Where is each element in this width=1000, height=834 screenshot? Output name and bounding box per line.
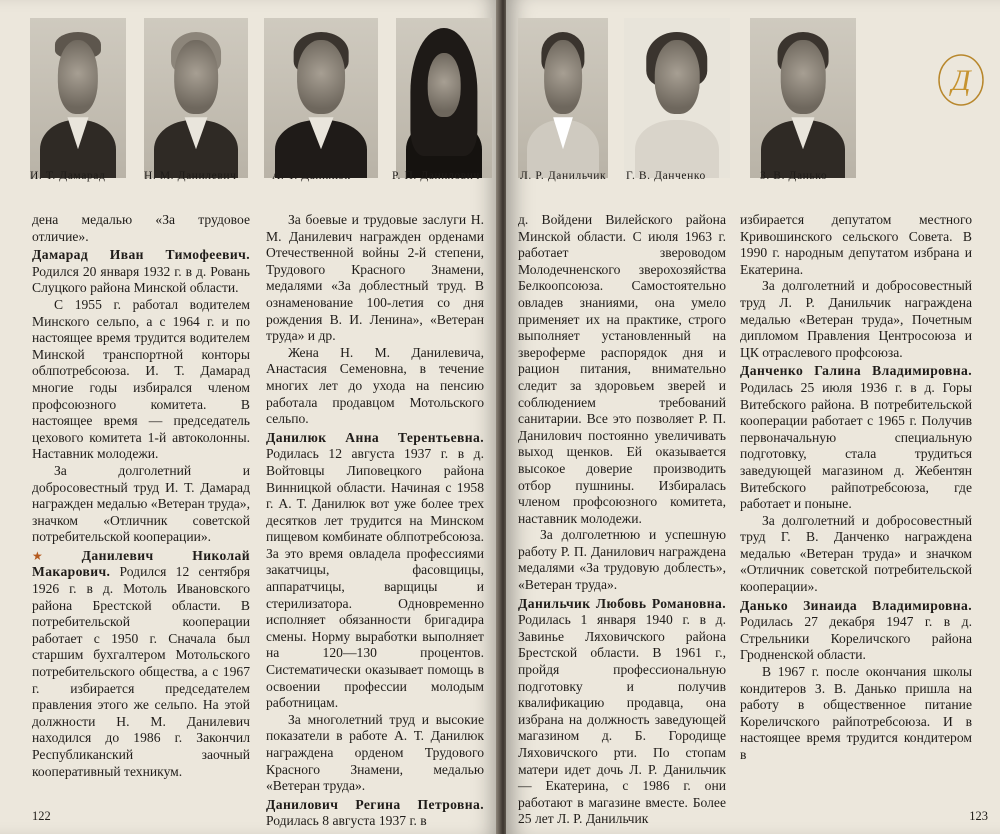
paragraph: В 1967 г. после окончания школы кондитеров З. В. Данько пришла на работу в общественное питание Кореличского райпотребсоюза. И в настоящее время трудится кондитером в [740,664,972,762]
photo-caption: Г. В. Данченко [626,170,706,182]
entry-text: Родилась 12 августа 1937 г. в д. Войтовцы Липовецкого района Винницкой области. Начиная с 1958 г. А. Т. Данилюк вот уже более трех десятков лет трудится на Минском пищевом комбинате облпотребсоюза. За это время овладела профессиями закатчицы, фасовщицы, аппаратчицы, варщицы и стерилизатора. Одновременно исполняет обязанности бригадира смены. Норму выработки выполняет на 120—130 процентов. Систематически оказывает помощь в освоении профессии молодым работницам. [266,446,484,711]
person-name: Данильчик Любовь Романовна. [518,595,726,611]
person-name: Данилюк Анна Терентьевна. [266,429,484,445]
portrait-photo-danchenko [624,18,730,178]
paragraph: Жена Н. М. Данилевича, Анастасия Семеновна, в течение многих лет до ухода на пенсию работала продавцом Мотольского сельпо. [266,344,484,427]
paragraph: За долголетний и добросовестный труд Г. В. Данченко награждена медалью «Ветеран труда» и значком «Отличник советской потребительской кооперации». [740,512,972,595]
paragraph: За долголетний и добросовестный труд И. Т. Дамарад награжден медалью «Ветеран труда», значком «Отличник советской потребительской кооперации». [32,462,250,545]
section-letter-logo [936,52,986,108]
paragraph: За долголетнюю и успешную работу Р. П. Данилович награждена медалями «За трудовую доблесть», «Ветеран труда». [518,527,726,593]
paragraph: За многолетний труд и высокие показатели в работе А. Т. Данилюк награждена орденом Трудового Красного Знамени, медалью «Ветеран труда». [266,711,484,794]
paragraph: избирается депутатом местного Кривошинского сельского Совета. В 1990 г. народным депутатом избрана и Екатерина. [740,212,972,277]
biography-entry [740,598,972,664]
portrait-photo-danko [750,18,856,178]
left-text-column-1 [32,212,250,780]
portrait-photo-danilyuk [264,18,378,178]
photo-caption: Л. Р. Данильчик [520,170,607,182]
right-page [506,0,1000,834]
paragraph: дена медалью «За трудовое отличие». [32,212,250,244]
paragraph: За боевые и трудовые заслуги Н. М. Данилевич награжден орденами Отечественной войны 2-й степени, Трудового Красного Знамени, медалями «За доблестный труд. В ознаменование 100-летия со дня рождения В. И. Ленина», «Ветеран труда» и др. [266,212,484,344]
biography-entry [518,596,726,828]
portrait-photo-danilovich [396,18,492,178]
paragraph: С 1955 г. работал водителем Минского сельпо, а с 1964 г. и по настоящее время трудится водителем Минской транспортной конторы облпотребсоюза. И. Т. Дамарад многие годы избирался членом профсоюзного комитета. В настоящее время — председатель цехового комитета 1-й автоколонны. Наставник молодежи. [32,296,250,462]
entry-text: Родилась 27 декабря 1947 г. в д. Стрельники Кореличского района Гродненской области. [740,614,972,663]
entry-text: Родилась 8 августа 1937 г. в [266,813,427,829]
person-name: Данченко Галина Владимировна. [740,363,972,379]
portrait-photo-damarad [30,18,126,178]
photo-caption: И. Т. Дамарад [30,170,106,182]
photo-caption: А. Т. Данилюк [272,170,351,182]
biography-entry [32,548,250,780]
entry-text: Родилась 25 июля 1936 г. в д. Горы Витебского района. В потребительской кооперации работает с 1965 г. Получив первоначальную специальную подготовку, стала трудиться заведующей магазином д. Жебентян Витебского райпотребсоюза, где работает и поныне. [740,379,972,512]
biography-entry [32,247,250,297]
biography-entry [740,363,972,512]
photo-caption: З. В. Данько [760,170,828,182]
star-icon: ★ [32,548,78,563]
paragraph: д. Войдени Вилейского района Минской области. С июля 1963 г. работает зверoводом Молодечненского зверохозяйства Белкоопсоюза. Самостоятельно овладев знаниями, она умело применяет их на практике, строго выполняет установленный на звероферме распорядок дня и рацион питания, внимательно следит за здоровьем зверей и соблюдением требований санитарии. Все это позволяет Р. П. Данилович постоянно увеличивать выход щенков. Ей оказывается высокое доверие производить отбор пушнины. Избиралась членом профсоюзного комитета, наставник молодежи. [518,212,726,526]
person-name: Данилович Регина Петровна. [266,796,484,812]
logo-letter: Д [951,64,971,97]
left-text-column-2 [266,212,484,830]
entry-text: Родилась 1 января 1940 г. в д. Завинье Ляховичского района Брестской области. В 1961 г., пройдя профессиональную подготовку и получив квалификацию продавца, она избрана на должность заведующей магазином д. Б. Городище Ляховичского рти. По стопам матери идет дочь Л. Р. Данильчик — Екатерина, с 1986 г. они работают в магазине вместе. Более 25 лет Л. Р. Данильчик [518,612,726,827]
person-name: Данько Зинаида Владимировна. [740,597,972,613]
entry-text: Родился 20 января 1932 г. в д. Ровань Слуцкого района Минской области. [32,263,250,296]
biography-entry [266,797,484,830]
biography-entry [266,430,484,712]
person-name: Данилевич Николай Макарович. [32,547,250,580]
right-text-column-2 [740,212,972,764]
right-text-column-1 [518,212,726,828]
page-number: 123 [969,809,988,823]
person-name: Дамарад Иван Тимофеевич. [32,247,250,263]
portrait-photo-danilevich [144,18,248,178]
photo-caption: Р. П. Данилович [392,170,480,182]
entry-text: Родился 12 сентября 1926 г. в д. Мотоль Ивановского района Брестской области. В потребительской кооперации работает с 1950 г. Сначала был старшим бухгалтером Мотольского потребительского общества, а с 1967 г. избирается председателем правления этого же сельпо. На этой должности Н. М. Данилевич находился до 1986 г. Закончил Республиканский заочный кооперативный техникум. [32,564,250,779]
portrait-photo-danilchik [518,18,608,178]
paragraph: За долголетний и добросовестный труд Л. Р. Данильчик награждена медалью «Ветеран труда», Почетным дипломом Правления Центросоюза и ЦК отраслевого профсоюза. [740,278,972,360]
page-number: 122 [32,809,51,823]
photo-caption: Н. М. Данилевич [144,170,237,182]
